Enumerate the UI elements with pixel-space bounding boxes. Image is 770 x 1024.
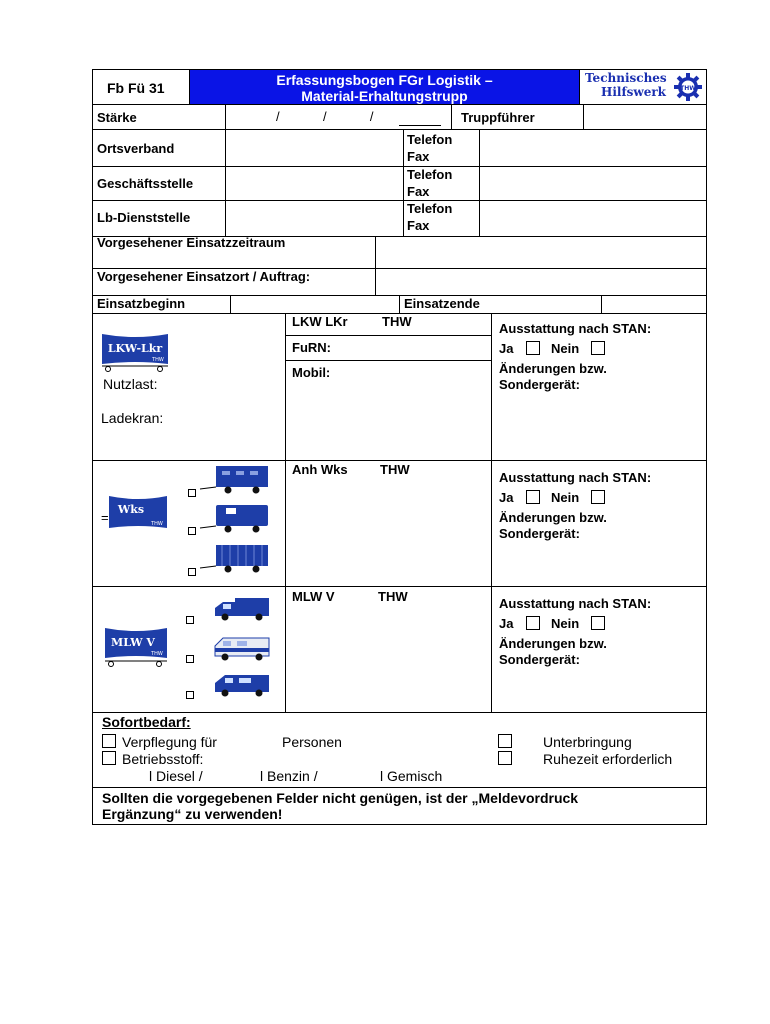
logo-text-hilfswerk: Hilfswerk <box>601 85 666 99</box>
form-sheet <box>92 69 707 825</box>
wks-variant-checkbox-2[interactable] <box>188 527 196 535</box>
ortsverband-fax-label: Fax <box>407 149 430 164</box>
einsatzort-label: Vorgesehener Einsatzort / Auftrag: <box>97 269 311 284</box>
wks-variant-checkbox-1[interactable] <box>188 489 196 497</box>
form-title-line2: Material-Erhaltungstrupp <box>301 88 468 104</box>
ja-checkbox-2[interactable] <box>526 490 540 504</box>
stan-label-1: Ausstattung nach STAN: <box>499 321 652 336</box>
staerke-label: Stärke <box>97 110 137 125</box>
svg-text:THW: THW <box>680 85 696 92</box>
betriebsstoff-checkbox[interactable] <box>102 751 116 765</box>
geschaeftsstelle-telefon-label: Telefon <box>407 167 453 182</box>
einsatzbeginn-label: Einsatzbeginn <box>97 296 186 311</box>
footer-note-line2: Ergänzung“ zu verwenden! <box>102 806 283 822</box>
lb-dienststelle-fax-label: Fax <box>407 218 430 233</box>
trailer-box-2-icon <box>198 502 270 534</box>
ruhezeit-checkbox[interactable] <box>498 751 512 765</box>
wks-equals-mark: = <box>101 510 109 525</box>
sofortbedarf-heading: Sofortbedarf: <box>102 714 191 730</box>
trailer-box-1-icon <box>198 463 270 495</box>
einsatzbeginn-input[interactable] <box>233 297 395 311</box>
anh-wks-title: Anh Wks <box>292 462 348 477</box>
svg-text:Wks: Wks <box>117 503 145 516</box>
nein-label-3: Nein <box>551 616 580 631</box>
form-title <box>190 70 579 104</box>
nein-checkbox-1[interactable] <box>591 341 605 355</box>
truppfuehrer-label: Truppführer <box>461 110 535 125</box>
nutzlast-label: Nutzlast: <box>103 376 158 392</box>
nein-checkbox-2[interactable] <box>591 490 605 504</box>
thw-logo <box>583 71 705 103</box>
aenderungen-label-1: Änderungen bzw. <box>499 361 607 376</box>
sondergeraet-label-1: Sondergerät: <box>499 377 580 392</box>
staerke-slashes: / / / <box>276 109 374 124</box>
einsatzende-input[interactable] <box>605 297 703 311</box>
stan-label-3: Ausstattung nach STAN: <box>499 596 652 611</box>
van-box-3-icon <box>211 670 273 700</box>
ortsverband-telefon-input[interactable] <box>483 132 703 162</box>
svg-text:THW: THW <box>152 357 164 363</box>
lb-dienststelle-label: Lb-Dienststelle <box>97 210 191 225</box>
form-title-line1: Erfassungsbogen FGr Logistik – <box>276 72 493 88</box>
anh-wks-org: THW <box>380 462 410 477</box>
sondergeraet-label-3: Sondergerät: <box>499 652 580 667</box>
einsatzzeitraum-input[interactable] <box>379 239 703 265</box>
ortsverband-telefon-label: Telefon <box>407 132 453 147</box>
nein-label-2: Nein <box>551 490 580 505</box>
svg-text:THW: THW <box>151 521 163 527</box>
van-box-1-icon <box>211 594 273 624</box>
verpflegung-label: Verpflegung für <box>122 734 217 750</box>
nein-label-1: Nein <box>551 341 580 356</box>
stan-label-2: Ausstattung nach STAN: <box>499 470 652 485</box>
lkw-lkr-title: LKW LKr <box>292 314 348 329</box>
diesel-label: l Diesel / <box>149 768 203 784</box>
furn-label: FuRN: <box>292 340 331 355</box>
form-id: Fb Fü 31 <box>107 80 165 96</box>
mlw-variant-checkbox-1[interactable] <box>186 616 194 624</box>
geschaeftsstelle-input[interactable] <box>229 169 399 197</box>
mobil-label: Mobil: <box>292 365 331 380</box>
anh-wks-badge <box>107 494 169 543</box>
lkw-lkr-org: THW <box>382 314 412 329</box>
ruhezeit-label: Ruhezeit erforderlich <box>543 751 673 767</box>
lkw-lkr-badge <box>100 332 170 379</box>
unterbringung-checkbox[interactable] <box>498 734 512 748</box>
geschaeftsstelle-fax-label: Fax <box>407 184 430 199</box>
ja-label-2: Ja <box>499 490 514 505</box>
ja-checkbox-1[interactable] <box>526 341 540 355</box>
mlw-variant-checkbox-2[interactable] <box>186 655 194 663</box>
mlw-variant-checkbox-3[interactable] <box>186 691 194 699</box>
geschaeftsstelle-label: Geschäftsstelle <box>97 176 194 191</box>
ortsverband-input[interactable] <box>229 132 399 162</box>
einsatzende-label: Einsatzende <box>404 296 480 311</box>
ja-checkbox-3[interactable] <box>526 616 540 630</box>
lb-dienststelle-telefon-label: Telefon <box>407 201 453 216</box>
ortsverband-label: Ortsverband <box>97 141 175 156</box>
unterbringung-label: Unterbringung <box>543 734 632 750</box>
verpflegung-checkbox[interactable] <box>102 734 116 748</box>
footer-note-line1: Sollten die vorgegebenen Felder nicht genügen, ist der „Meldevordruck <box>102 790 579 806</box>
wks-variant-checkbox-3[interactable] <box>188 568 196 576</box>
ja-label-3: Ja <box>499 616 514 631</box>
personen-label: Personen <box>282 734 342 750</box>
svg-text:THW: THW <box>151 651 163 657</box>
mlw-v-org: THW <box>378 589 408 604</box>
svg-text:MLW V: MLW V <box>111 636 155 649</box>
geschaeftsstelle-telefon-input[interactable] <box>483 169 703 197</box>
ja-label-1: Ja <box>499 341 514 356</box>
ladekran-label: Ladekran: <box>101 410 164 426</box>
van-box-2-icon <box>211 632 273 664</box>
logo-text-technisches: Technisches <box>585 71 667 85</box>
sondergeraet-label-2: Sondergerät: <box>499 526 580 541</box>
lb-dienststelle-telefon-input[interactable] <box>483 203 703 233</box>
truppfuehrer-input[interactable] <box>587 107 702 127</box>
trailer-box-3-icon <box>198 542 270 574</box>
nein-checkbox-3[interactable] <box>591 616 605 630</box>
thw-gear-icon <box>673 72 703 102</box>
svg-text:LKW-Lkr: LKW-Lkr <box>107 342 163 355</box>
gemisch-label: l Gemisch <box>380 768 443 784</box>
benzin-label: l Benzin / <box>260 768 318 784</box>
aenderungen-label-2: Änderungen bzw. <box>499 510 607 525</box>
lb-dienststelle-input[interactable] <box>229 203 399 233</box>
betriebsstoff-label: Betriebsstoff: <box>122 751 204 767</box>
einsatzzeitraum-label: Vorgesehener Einsatzzeitraum <box>97 235 286 250</box>
mlw-v-title: MLW V <box>292 589 335 604</box>
einsatzort-input[interactable] <box>379 271 703 292</box>
mlw-v-badge <box>103 626 169 675</box>
aenderungen-label-3: Änderungen bzw. <box>499 636 607 651</box>
